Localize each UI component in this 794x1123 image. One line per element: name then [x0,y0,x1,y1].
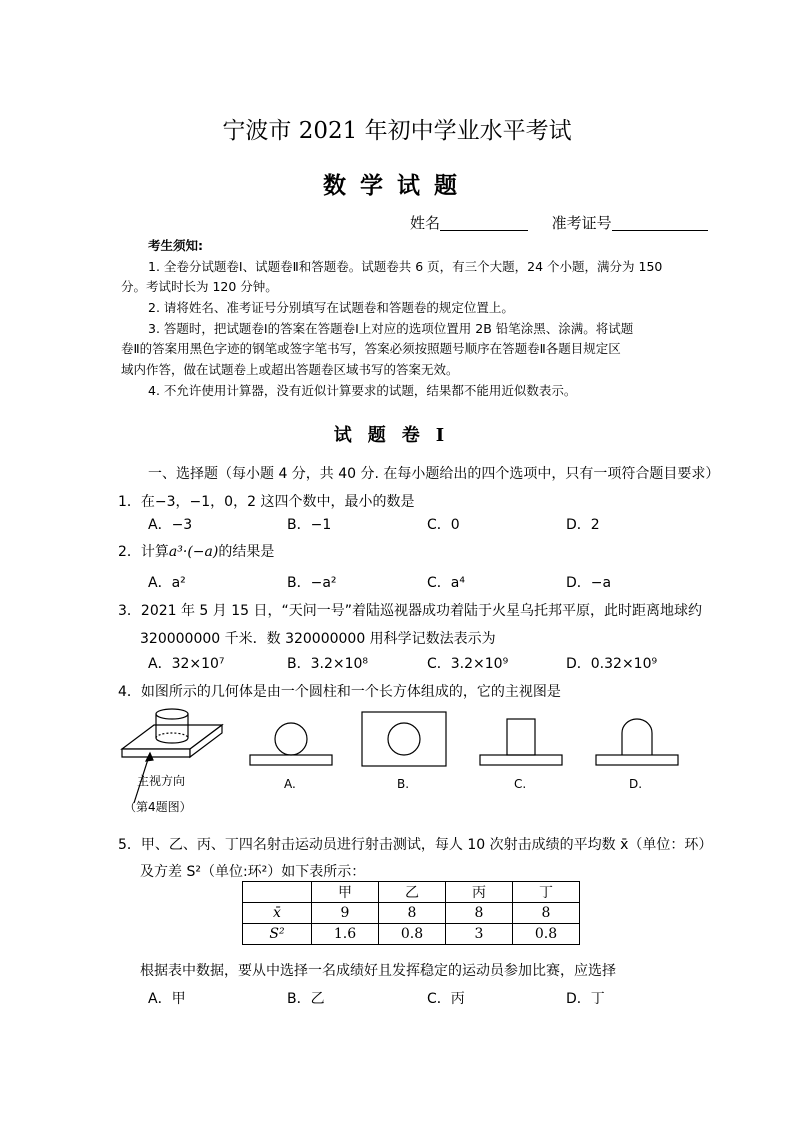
figure-caption: （第4题图） [124,800,192,814]
solid-figure [122,709,222,803]
table-cell [243,882,312,903]
question-5-stem-line2: 及方差 S²（单位:环²）如下表所示： [140,864,366,880]
table-cell: 甲 [312,882,379,903]
ticket-label: 准考证号 [551,214,612,232]
ticket-blank [612,214,708,231]
notice-item: 1. 全卷分试题卷Ⅰ、试题卷Ⅱ和答题卷。试题卷共 6 页，有三个大题，24 个小题，满分为 150 [148,259,663,274]
notice-item: 域内作答，做在试题卷上或超出答题卷区域书写的答案无效。 [121,362,459,377]
section-title: 试题卷Ⅰ [333,425,461,446]
notice-item: 2. 请将姓名、准考证号分别填写在试题卷和答题卷的规定位置上。 [148,300,514,315]
table-cell: 0.8 [379,924,446,945]
table-cell: 1.6 [312,924,379,945]
part-heading: 一、选择题（每小题 4 分，共 40 分. 在每小题给出的四个选项中，只有一项符合题目要求） [148,466,720,482]
exam-title: 宁波市 2021 年初中学业水平考试 [222,118,572,144]
q1-option-a: A．−3 [148,517,193,533]
notice-item: 卷Ⅱ的答案用黑色字迹的钢笔或签字笔书写，答案必须按照题号顺序在答题卷Ⅱ各题目规定区 [121,341,621,356]
q3-option-d: D．0.32×10⁹ [566,656,658,672]
option-c-figure [480,719,562,765]
view-direction-label: 主视方向 [137,774,186,788]
q3-option-a: A．32×10⁷ [148,656,225,672]
q5-option-b: B．乙 [287,991,325,1007]
option-d-figure [596,719,678,765]
option-a-label: A. [284,777,296,791]
table-cell: 0.8 [513,924,580,945]
table-cell: 8 [513,903,580,924]
notice-item: 3. 答题时，把试题卷Ⅰ的答案在答题卷Ⅰ上对应的选项位置用 2B 铅笔涂黑、涂满。将试题 [148,321,634,336]
question-5-stem-line1: 5．甲、乙、丙、丁四名射击运动员进行射击测试，每人 10 次射击成绩的平均数 x̄（单位：环） [118,837,713,853]
notice-heading: 考生须知: [148,238,203,253]
q2-option-c: C．a⁴ [427,575,465,591]
name-blank [440,214,528,231]
q1-option-c: C．0 [427,517,460,533]
question-5-prompt: 根据表中数据，要从中选择一名成绩好且发挥稳定的运动员参加比赛，应选择 [140,963,616,979]
table-cell: 乙 [379,882,446,903]
table-cell: 3 [446,924,513,945]
question-3-stem-line2: 320000000 千米．数 320000000 用科学记数法表示为 [140,631,496,647]
table-cell: 8 [379,903,446,924]
question-3-stem-line1: 3．2021 年 5 月 15 日，“天问一号”着陆巡视器成功着陆于火星乌托邦平原，此时距离地球约 [118,603,703,619]
subject-title: 数学试题 [323,172,471,199]
table-cell: 9 [312,903,379,924]
q1-option-d: D．2 [566,517,600,533]
name-label: 姓名 [410,214,441,232]
q3-option-c: C．3.2×10⁹ [427,656,509,672]
table-cell: 丙 [446,882,513,903]
option-d-label: D. [629,777,643,791]
table-row [243,903,580,924]
stats-table [242,881,580,945]
q2-option-b: B．−a² [287,575,337,591]
notice-item: 4. 不允许使用计算器，没有近似计算要求的试题，结果都不能用近似数表示。 [148,383,577,398]
table-cell: 丁 [513,882,580,903]
table-row [243,882,580,903]
question-4-figures [110,695,710,820]
q5-option-c: C．丙 [427,991,465,1007]
option-b-label: B. [397,777,410,791]
table-row [243,924,580,945]
q2-expression: a³·(−a) [168,544,219,560]
q1-option-b: B．−1 [287,517,332,533]
notice-item: 分。考试时长为 120 分钟。 [121,279,278,294]
question-4-stem: 4．如图所示的几何体是由一个圆柱和一个长方体组成的，它的主视图是 [118,684,561,700]
option-b-figure [362,712,446,766]
q5-option-d: D．丁 [566,991,605,1007]
option-c-label: C. [514,777,527,791]
q3-option-b: B．3.2×10⁸ [287,656,369,672]
q2-option-d: D．−a [566,575,612,591]
table-cell: S² [243,924,312,945]
option-a-figure [250,723,332,765]
q5-option-a: A．甲 [148,991,186,1007]
table-cell: x̄ [243,903,312,924]
q2-option-a: A．a² [148,575,186,591]
name-row [410,212,708,233]
question-2-stem: 2．计算a³·(−a)的结果是 [118,544,275,560]
table-cell: 8 [446,903,513,924]
question-1-stem: 1．在−3，−1，0，2 这四个数中，最小的数是 [118,494,415,510]
